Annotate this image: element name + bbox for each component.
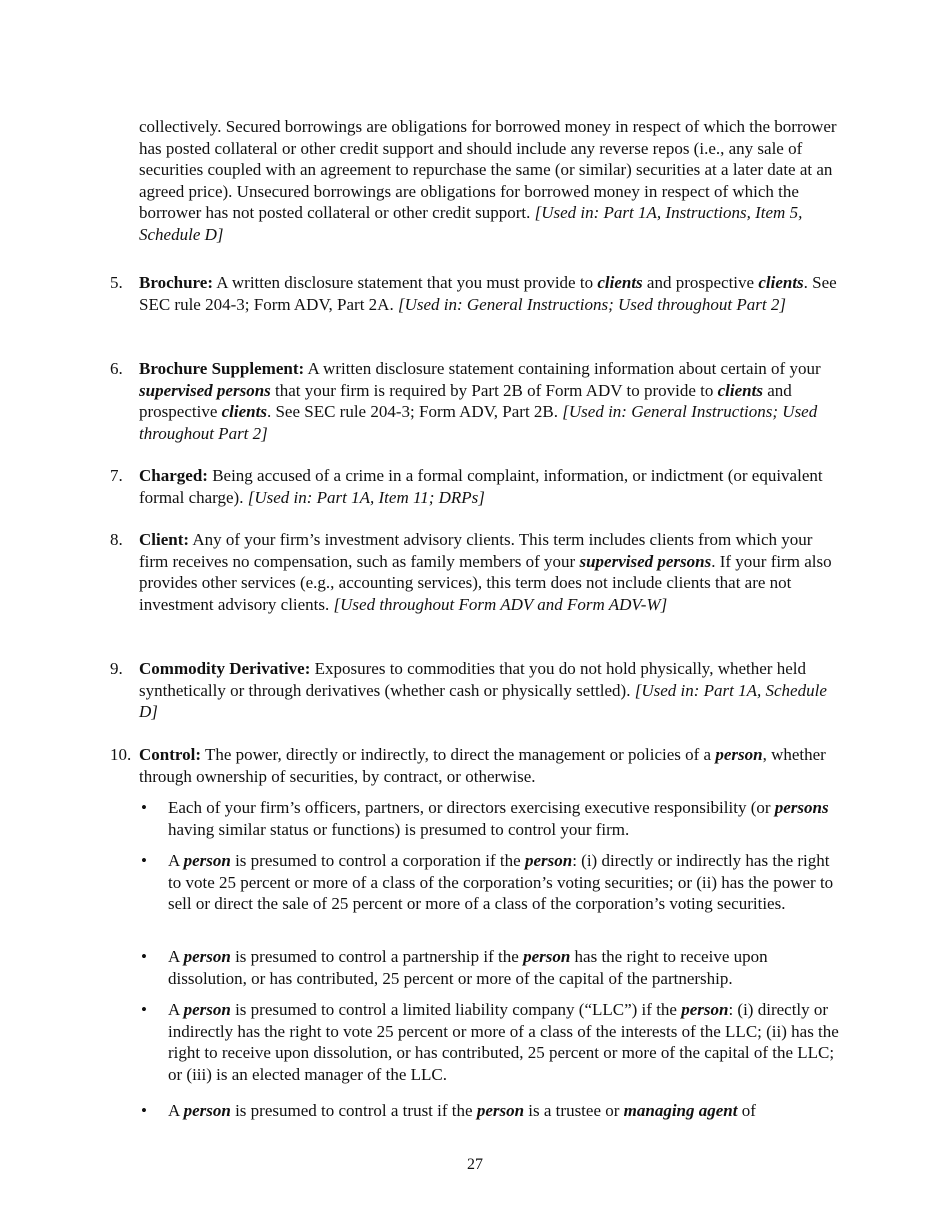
definition-term: Client: bbox=[139, 530, 190, 549]
defined-term-reference: clients bbox=[758, 273, 804, 292]
page-number: 27 bbox=[467, 1156, 483, 1173]
bullet-text: A bbox=[168, 851, 184, 870]
usage-note: [Used throughout Form ADV and Form ADV-W] bbox=[333, 594, 668, 614]
usage-note: [Used in: General Instructions; Used throughout Part 2] bbox=[397, 294, 786, 314]
definition-text: A written disclosure statement that you must provide to bbox=[212, 273, 598, 292]
bullet-marker: • bbox=[141, 1000, 147, 1019]
definition-number: 7. bbox=[110, 466, 123, 485]
defined-term-reference: supervised persons bbox=[579, 551, 712, 571]
definition-term: Brochure: bbox=[139, 273, 213, 292]
defined-term-reference: persons bbox=[774, 798, 829, 817]
definition-text: Any of your firm’s investment advisory clients. This term includes clients from which your firm receives no compensation, such as family members of your bbox=[139, 530, 813, 571]
definition-control bbox=[110, 744, 839, 787]
control-bullet-corporation bbox=[141, 850, 840, 915]
defined-term-reference: person bbox=[715, 745, 763, 764]
definition-brochure bbox=[110, 272, 839, 315]
definition-term: Brochure Supplement: bbox=[139, 359, 305, 378]
definition-client bbox=[110, 529, 839, 615]
control-bullet-trust bbox=[141, 1100, 840, 1122]
defined-term-reference: clients bbox=[221, 402, 267, 422]
bullet-marker: • bbox=[141, 947, 147, 966]
definition-text: A written disclosure statement containing information about certain of your bbox=[304, 359, 821, 378]
definition-text: . If your firm also provides other services (e.g., accounting services), this term does not include clients that are not investment advisory clients. bbox=[139, 551, 832, 614]
definition-text: and prospective bbox=[139, 380, 792, 422]
bullet-text: : (i) directly or indirectly has the right to vote 25 percent or more of a class of the corporation’s voting securities; or (ii) has the power to sell or direct the sale of 25 percent or more of a class of the corporation’s voting securities. bbox=[168, 851, 834, 914]
bullet-marker: • bbox=[141, 798, 147, 817]
continued-definition-text bbox=[139, 116, 839, 246]
definition-term: Charged: bbox=[139, 466, 208, 485]
bullet-text: is presumed to control a limited liability company (“LLC”) if the bbox=[230, 1000, 682, 1019]
defined-term-reference: person bbox=[524, 851, 573, 870]
defined-term-reference: person bbox=[523, 947, 571, 966]
bullet-text: A bbox=[168, 1000, 184, 1019]
control-bullet-llc bbox=[141, 999, 840, 1085]
defined-term-reference: managing agent bbox=[623, 1101, 738, 1120]
definition-text: The power, directly or indirectly, to direct the management or policies of a bbox=[201, 745, 716, 764]
defined-term-reference: person bbox=[183, 851, 231, 870]
bullet-marker: • bbox=[141, 1101, 147, 1120]
bullet-text: is presumed to control a trust if the bbox=[230, 1101, 477, 1120]
usage-note: [Used in: Part 1A, Schedule D] bbox=[139, 680, 827, 722]
definition-number: 9. bbox=[110, 659, 123, 678]
bullet-text: of bbox=[737, 1101, 756, 1120]
bullet-text: Each of your firm’s officers, partners, or directors exercising executive responsibility (or bbox=[168, 798, 775, 817]
definition-number: 10. bbox=[110, 745, 132, 764]
definition-text: . See SEC rule 204-3; Form ADV, Part 2A. bbox=[139, 273, 837, 314]
definition-brochure-supplement bbox=[110, 358, 839, 444]
defined-term-reference: person bbox=[476, 1101, 525, 1120]
control-bullet-partnership bbox=[141, 946, 840, 989]
bullet-text: having similar status or functions) is presumed to control your firm. bbox=[168, 819, 630, 839]
bullet-text: is presumed to control a partnership if the bbox=[230, 947, 524, 966]
bullet-text: : (i) directly or indirectly has the right to vote 25 percent or more of a class of the interests of the LLC; (ii) has the right to receive upon dissolution, or has contributed, 25 percent or more of the capital of the LLC; or (iii) is an elected manager of the LLC. bbox=[168, 1000, 839, 1084]
definition-commodity-derivative bbox=[110, 658, 839, 723]
defined-term-reference: person bbox=[183, 1101, 231, 1120]
definition-text: that your firm is required by Part 2B of Form ADV to provide to bbox=[270, 380, 718, 400]
control-bullet-officers bbox=[141, 797, 840, 840]
definition-term: Control: bbox=[139, 745, 202, 764]
usage-note: [Used in: Part 1A, Instructions, Item 5, Schedule D] bbox=[139, 203, 803, 244]
usage-note: [Used in: General Instructions; Used throughout Part 2] bbox=[139, 402, 818, 443]
definition-text: , whether through ownership of securities, by contract, or otherwise. bbox=[139, 745, 826, 786]
defined-term-reference: clients bbox=[597, 273, 643, 292]
defined-term-reference: person bbox=[183, 1000, 231, 1019]
definition-text: Being accused of a crime in a formal complaint, information, or indictment (or equivalent formal charge). bbox=[139, 466, 823, 507]
defined-term-reference: person bbox=[681, 1000, 729, 1019]
definition-charged bbox=[110, 465, 839, 508]
usage-note: [Used in: Part 1A, Item 11; DRPs] bbox=[247, 487, 485, 507]
bullet-text: is a trustee or bbox=[524, 1101, 624, 1120]
bullet-text: A bbox=[168, 1101, 184, 1120]
bullet-text: has the right to receive upon dissolution, or has contributed, 25 percent or more of the capital of the partnership. bbox=[168, 947, 768, 988]
definition-term: Commodity Derivative: bbox=[139, 659, 311, 678]
bullet-marker: • bbox=[141, 851, 147, 870]
bullet-text: A bbox=[168, 947, 184, 966]
definition-text: Exposures to commodities that you do not hold physically, whether held synthetically or through derivatives (whether cash or physically settled). bbox=[139, 659, 806, 700]
defined-term-reference: person bbox=[183, 947, 231, 966]
definition-number: 8. bbox=[110, 530, 123, 549]
definition-text: . See SEC rule 204-3; Form ADV, Part 2B. bbox=[266, 402, 563, 422]
definition-text: and prospective bbox=[642, 273, 759, 292]
defined-term-reference: clients bbox=[717, 380, 763, 400]
definition-number: 5. bbox=[110, 273, 123, 292]
defined-term-reference: supervised persons bbox=[139, 380, 271, 400]
bullet-text: is presumed to control a corporation if the bbox=[230, 851, 525, 870]
intro-text: collectively. Secured borrowings are obligations for borrowed money in respect of which the borrower has posted collateral or other credit support and should include any reverse repos (i.e., any sale of securities coupled with an agreement to repurchase the same (or similar) securities at a later date at an agreed price). Unsecured borrowings are obligations for borrowed money in respect of which the borrower has not posted collateral or other credit support. bbox=[139, 117, 837, 223]
definition-number: 6. bbox=[110, 359, 123, 378]
